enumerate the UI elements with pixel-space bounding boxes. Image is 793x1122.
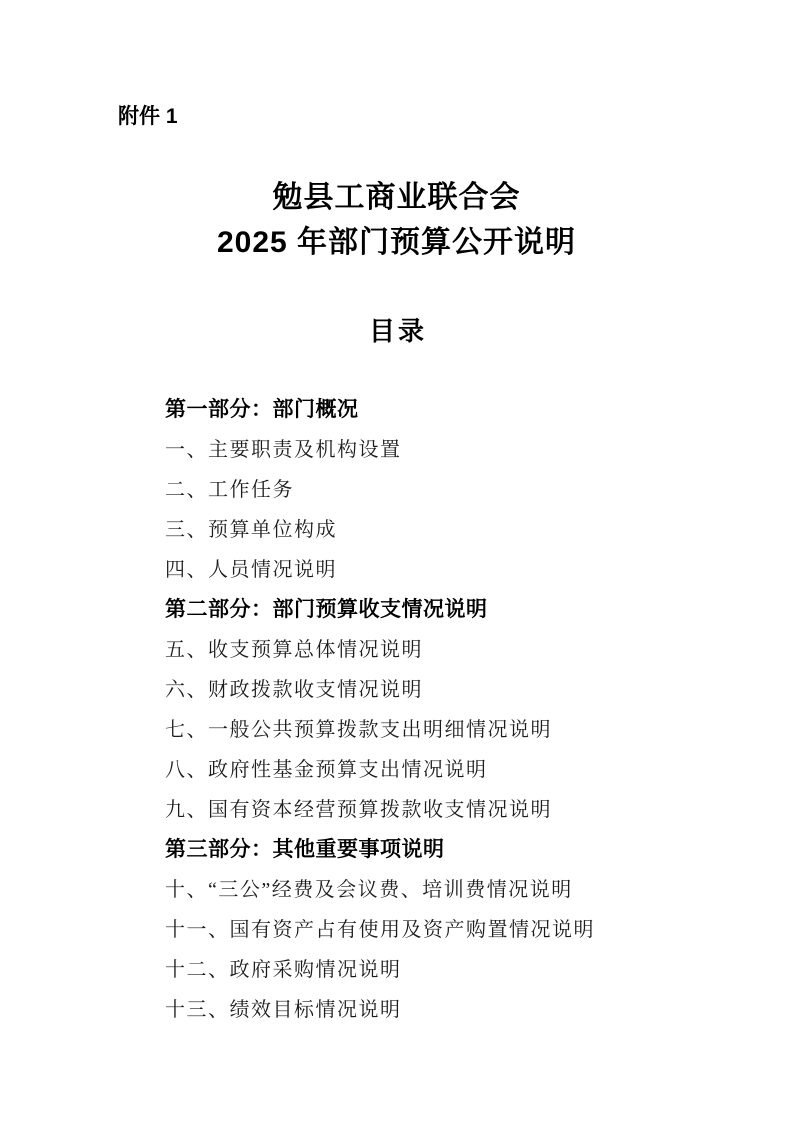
toc-entry: 十三、绩效目标情况说明 <box>165 999 402 1021</box>
toc-entry: 五、收支预算总体情况说明 <box>165 639 423 661</box>
toc-list <box>165 390 725 1030</box>
toc-section-heading: 第三部分：其他重要事项说明 <box>165 838 445 861</box>
toc-entry: 十、“三公”经费及会议费、培训费情况说明 <box>165 879 573 901</box>
toc-entry: 七、一般公共预算拨款支出明细情况说明 <box>165 719 552 741</box>
toc-section-heading: 第二部分：部门预算收支情况说明 <box>165 598 488 621</box>
toc-section-heading: 第一部分：部门概况 <box>165 398 359 421</box>
toc-entry: 八、政府性基金预算支出情况说明 <box>165 759 488 781</box>
toc-entry: 六、财政拨款收支情况说明 <box>165 679 423 701</box>
toc-entry: 十一、国有资产占有使用及资产购置情况说明 <box>165 919 595 941</box>
toc-heading: 目录 <box>368 316 427 346</box>
toc-entry: 四、人员情况说明 <box>165 559 337 581</box>
document-title <box>0 175 793 265</box>
toc-entry: 九、国有资本经营预算拨款收支情况说明 <box>165 799 552 821</box>
title-line-1: 勉县工商业联合会 <box>272 181 521 214</box>
title-line-2: 2025 年部门预算公开说明 <box>216 226 577 259</box>
toc-entry: 十二、政府采购情况说明 <box>165 959 402 981</box>
toc-entry: 一、主要职责及机构设置 <box>165 439 402 461</box>
toc-entry: 三、预算单位构成 <box>165 519 337 541</box>
toc-entry: 二、工作任务 <box>165 479 294 501</box>
attachment-label: 附件 1 <box>118 105 178 128</box>
